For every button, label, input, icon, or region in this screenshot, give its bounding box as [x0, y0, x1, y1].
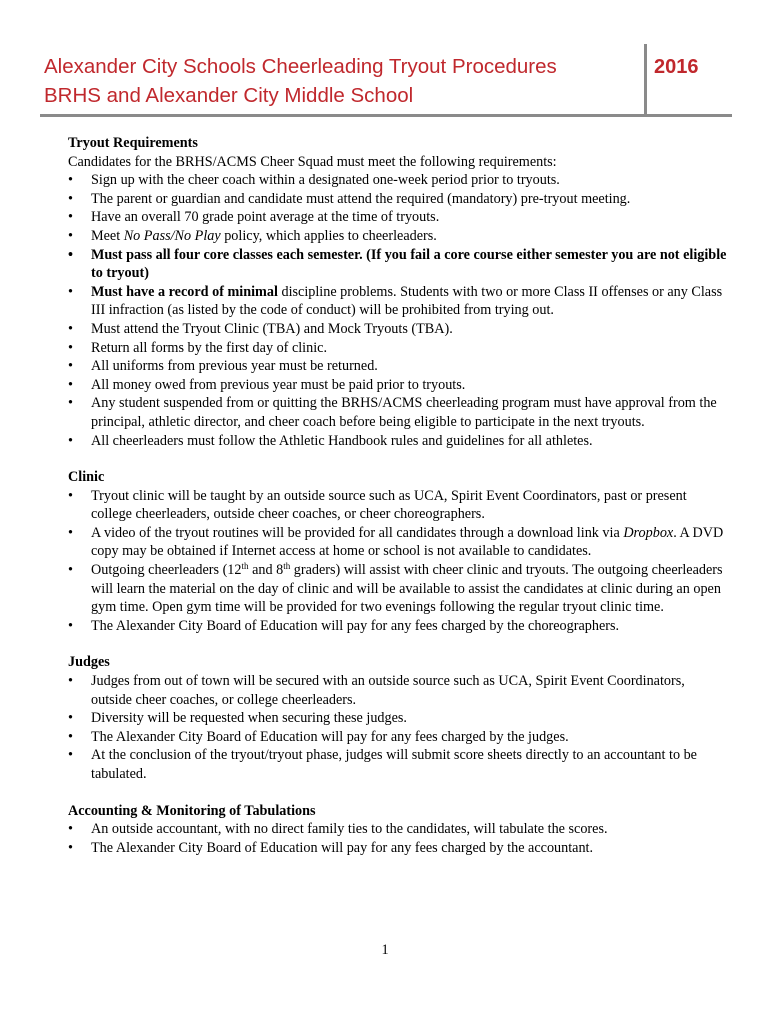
list-item [68, 283, 728, 320]
text: Meet [91, 227, 124, 244]
list-item: • All cheerleaders must follow the Athletic Handbook rules and guidelines for all athletes. [68, 432, 728, 451]
list-item [68, 227, 728, 246]
section-title: Accounting & Monitoring of Tabulations [68, 802, 316, 819]
list-item: • Any student suspended from or quitting the BRHS/ACMS cheerleading program must have approval from the principal, athletic director, and cheer coach before being eligible to participate in the next tryouts. [68, 394, 728, 431]
text: A video of the tryout routines will be provided for all candidates through a download link via [91, 524, 624, 541]
list-item: • Judges from out of town will be secured with an outside source such as UCA, Spirit Event Coordinators, outside cheer coaches, or college cheerleaders. [68, 672, 728, 709]
title-line-1: Alexander City Schools Cheerleading Tryout Procedures [44, 55, 557, 78]
section-title: Judges [68, 654, 110, 671]
section-intro: Candidates for the BRHS/ACMS Cheer Squad must meet the following requirements: [68, 153, 557, 170]
list-item: • The Alexander City Board of Education will pay for any fees charged by the accountant. [68, 839, 728, 858]
list-item: • Have an overall 70 grade point average at the time of tryouts. [68, 208, 728, 227]
bold-text: Must have a record of minimal [91, 283, 278, 300]
superscript: th [241, 561, 249, 572]
bullet-list [68, 820, 728, 857]
section-tryout-requirements [68, 134, 728, 450]
list-item: • All money owed from previous year must be paid prior to tryouts. [68, 376, 728, 395]
service-name: Dropbox [623, 524, 674, 541]
bullet-list [68, 487, 728, 636]
text: discipline problems. Students with two or more Class II offenses or any Class III infraction (as listed by the code of conduct) will be prohibited from trying out. [91, 283, 723, 319]
title-line-2: BRHS and Alexander City Middle School [44, 84, 414, 107]
list-item: • All uniforms from previous year must be returned. [68, 357, 728, 376]
list-item: • Sign up with the cheer coach within a designated one-week period prior to tryouts. [68, 171, 728, 190]
year-label: 2016 [654, 56, 699, 78]
document-body [68, 134, 728, 875]
bullet-list [68, 171, 728, 450]
list-item: • The parent or guardian and candidate must attend the required (mandatory) pre-tryout meeting. [68, 190, 728, 209]
horizontal-divider [40, 114, 732, 117]
document-header [40, 44, 732, 116]
list-item [68, 524, 728, 561]
text: . A DVD copy may be obtained if Internet access at home or school is not available to candidates. [91, 524, 724, 560]
text: policy, which applies to cheerleaders. [220, 227, 437, 244]
list-item: • The Alexander City Board of Education will pay for any fees charged by the choreographers. [68, 617, 728, 636]
text: and 8 [248, 562, 284, 579]
list-item [68, 561, 728, 617]
section-judges [68, 653, 728, 783]
list-item: • Return all forms by the first day of clinic. [68, 339, 728, 358]
list-item: • Must pass all four core classes each semester. (If you fail a core course either semester you are not eligible to tryout) [68, 246, 728, 283]
list-item: • Tryout clinic will be taught by an outside source such as UCA, Spirit Event Coordinators, past or present college cheerleaders, outside cheer coaches, or cheer choreographers. [68, 487, 728, 524]
document-title [44, 52, 557, 110]
vertical-divider [644, 44, 647, 116]
section-title: Clinic [68, 469, 105, 486]
bullet-list [68, 672, 728, 784]
list-item: • The Alexander City Board of Education will pay for any fees charged by the judges. [68, 728, 728, 747]
list-item: • Must attend the Tryout Clinic (TBA) and Mock Tryouts (TBA). [68, 320, 728, 339]
text: graders) will assist with cheer clinic and tryouts. The outgoing cheerleaders will learn the material on the day of clinic and will be available to assist the candidates at clinic during an open gym time. Open gym time will be provided for two evenings following the regular tryout clinic time. [91, 562, 723, 616]
section-clinic [68, 468, 728, 635]
policy-name: No Pass/No Play [123, 227, 221, 244]
list-item: • Diversity will be requested when securing these judges. [68, 709, 728, 728]
text: Outgoing cheerleaders (12 [91, 562, 242, 579]
list-item: • An outside accountant, with no direct family ties to the candidates, will tabulate the scores. [68, 820, 728, 839]
section-title: Tryout Requirements [68, 135, 198, 151]
list-item: • At the conclusion of the tryout/tryout phase, judges will submit score sheets directly to an accountant to be tabulated. [68, 746, 728, 783]
section-accounting [68, 802, 728, 858]
superscript: th [283, 561, 291, 572]
page-number: 1 [381, 942, 389, 958]
